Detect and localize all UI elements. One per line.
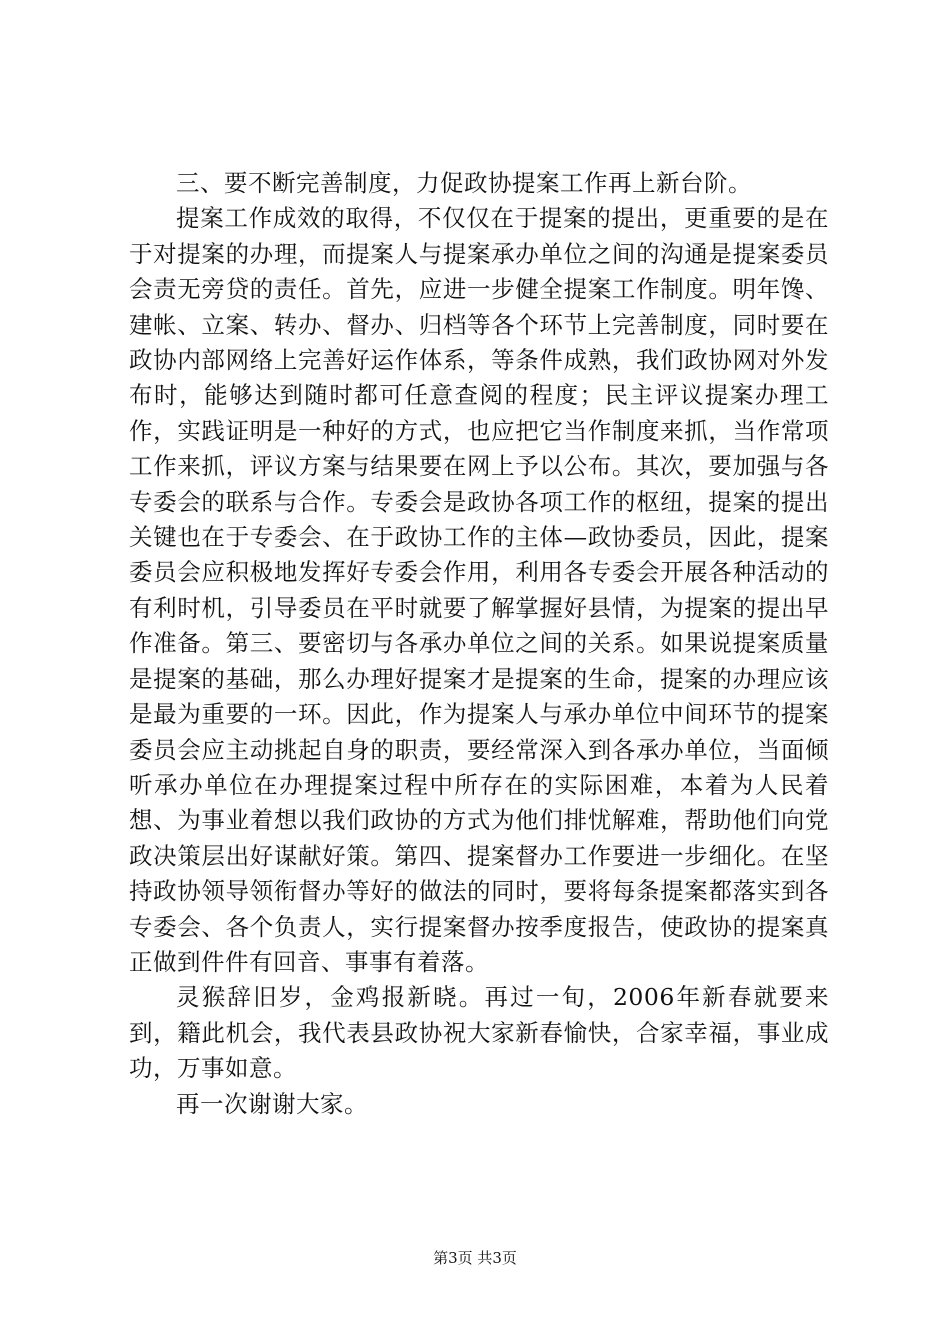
closing-paragraph: 再一次谢谢大家。 — [176, 1089, 368, 1118]
document-body — [129, 166, 829, 1122]
section-heading: 三、要不断完善制度，力促政协提案工作再上新台阶。 — [176, 169, 752, 197]
body-paragraph: 灵猴辞旧岁，金鸡报新晓。再过一旬，2006年新春就要来到，籍此机会，我代表县政协祝大家新春愉快，合家幸福，事业成功，万事如意。 — [129, 983, 829, 1083]
page-footer: 第3页 共3页 — [433, 1249, 517, 1267]
body-paragraph: 提案工作成效的取得，不仅仅在于提案的提出，更重要的是在于对提案的办理，而提案人与提案承办单位之间的沟通是提案委员会责无旁贷的责任。首先，应进一步健全提案工作制度。明年馋、建帐、立案、转办、督办、归档等各个环节上完善制度，同时要在政协内部网络上完善好运作体系，等条件成熟，我们政协网对外发布时，能够达到随时都可任意查阅的程度；民主评议提案办理工作，实践证明是一种好的方式，也应把它当作制度来抓，当作常项工作来抓，评议方案与结果要在网上予以公布。其次，要加强与各专委会的联系与合作。专委会是政协各项工作的枢纽，提案的提出关键也在于专委会、在于政协工作的主体—政协委员，因此，提案委员会应积极地发挥好专委会作用，利用各专委会开展各种活动的有利时机，引导委员在平时就要了解掌握好县情，为提案的提出早作准备。第三、要密切与各承办单位之间的关系。如果说提案质量是提案的基础，那么办理好提案才是提案的生命，提案的办理应该是最为重要的一环。因此，作为提案人与承办单位中间环节的提案委员会应主动挑起自身的职责，要经常深入到各承办单位，当面倾听承办单位在办理提案过程中所存在的实际困难，本着为人民着想、为事业着想以我们政协的方式为他们排忧解难，帮助他们向党政决策层出好谋献好策。第四、提案督办工作要进一步细化。在坚持政协领导领衔督办等好的做法的同时，要将每条提案都落实到各专委会、各个负责人，实行提案督办按季度报告，使政协的提案真正做到件件有回音、事事有着落。 — [129, 204, 829, 976]
